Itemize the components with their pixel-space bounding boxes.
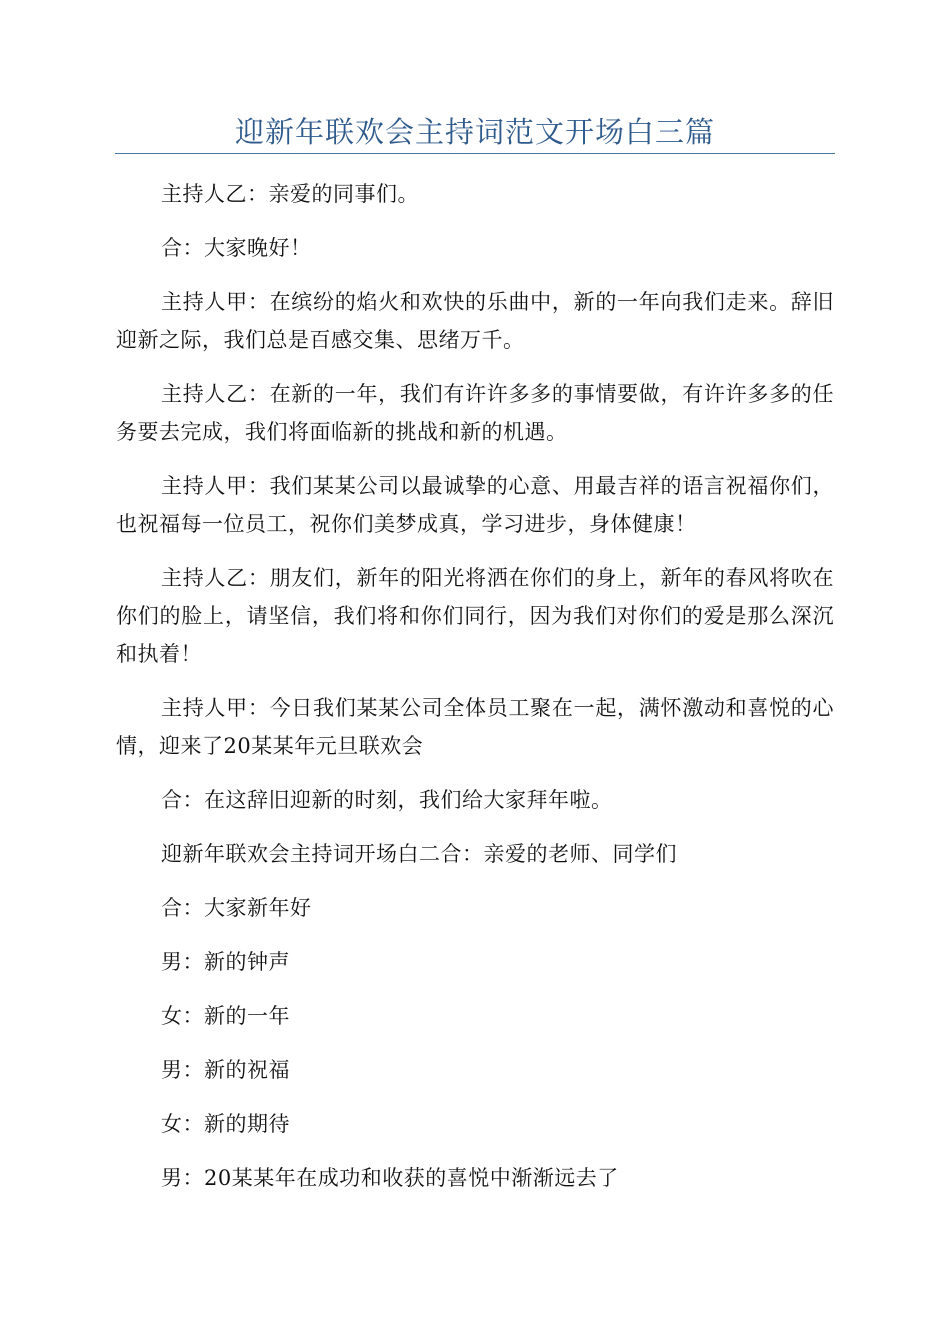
paragraph: 主持人乙：在新的一年，我们有许许多多的事情要做，有许许多多的任务要去完成，我们将面临新的挑战和新的机遇。 [116, 382, 834, 444]
paragraph: 合：大家新年好 [161, 896, 312, 920]
paragraph: 男：新的钟声 [161, 950, 290, 974]
document-title: 迎新年联欢会主持词范文开场白三篇 [234, 115, 715, 149]
paragraph: 合：在这辞旧迎新的时刻，我们给大家拜年啦。 [161, 788, 613, 812]
paragraph: 男：20某某年在成功和收获的喜悦中渐渐远去了 [161, 1166, 619, 1190]
document-body [116, 175, 834, 1213]
paragraph: 迎新年联欢会主持词开场白二合：亲爱的老师、同学们 [161, 842, 677, 866]
paragraph: 主持人乙：朋友们，新年的阳光将洒在你们的身上，新年的春风将吹在你们的脸上，请坚信，我们将和你们同行，因为我们对你们的爱是那么深沉和执着！ [116, 566, 834, 666]
title-underline [115, 153, 835, 154]
paragraph: 男：新的祝福 [161, 1058, 290, 1082]
paragraph: 主持人甲：我们某某公司以最诚挚的心意、用最吉祥的语言祝福你们，也祝福每一位员工，祝你们美梦成真，学习进步，身体健康！ [116, 474, 834, 536]
paragraph: 女：新的期待 [161, 1112, 290, 1136]
paragraph: 主持人甲：今日我们某某公司全体员工聚在一起，满怀激动和喜悦的心情，迎来了20某某年元旦联欢会 [116, 696, 834, 758]
paragraph: 合：大家晚好！ [161, 236, 312, 260]
paragraph: 主持人甲：在缤纷的焰火和欢快的乐曲中，新的一年向我们走来。辞旧迎新之际，我们总是百感交集、思绪万千。 [116, 290, 834, 352]
paragraph: 主持人乙：亲爱的同事们。 [161, 182, 419, 206]
paragraph: 女：新的一年 [161, 1004, 290, 1028]
